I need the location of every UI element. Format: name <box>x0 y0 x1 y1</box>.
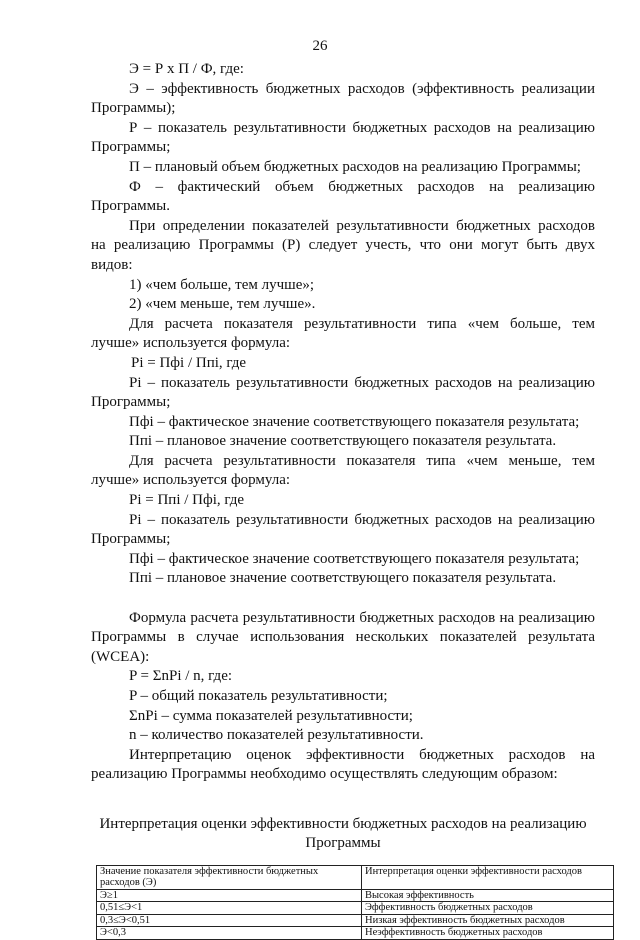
table-header-cell: Интерпретация оценки эффективности расходов <box>362 865 614 889</box>
spacer <box>91 785 595 805</box>
paragraph: Интерпретацию оценок эффективности бюджетных расходов на реализацию Программы необходимо осуществлять следующим образом: <box>91 746 595 783</box>
spacer <box>91 589 595 609</box>
paragraph: Ппi – плановое значение соответствующего показателя результата. <box>129 433 557 450</box>
paragraph: При определении показателей результативности бюджетных расходов на реализацию Программы (Р) следует учесть, что они могут быть двух видов: <box>91 217 595 273</box>
table-row <box>97 927 614 940</box>
table-title: Интерпретация оценки эффективности бюджетных расходов на реализацию Программы <box>99 815 587 851</box>
paragraph: 2) «чем меньше, тем лучше». <box>129 296 316 313</box>
table-header-row <box>97 865 614 889</box>
paragraph: Для расчета результативности показателя типа «чем меньше, тем лучше» используется формула: <box>91 452 595 489</box>
paragraph: Ппi – плановое значение соответствующего показателя результата. <box>129 570 557 587</box>
paragraph: Р – показатель результативности бюджетных расходов на реализацию Программы; <box>91 119 595 156</box>
paragraph: Pi – показатель результативности бюджетных расходов на реализацию Программы; <box>91 511 595 548</box>
table-cell: Высокая эффективность <box>362 889 614 902</box>
interpretation-table <box>96 865 614 940</box>
table-cell: Э≥1 <box>97 889 362 902</box>
paragraph: ΣnPi – сумма показателей результативности; <box>129 707 413 724</box>
paragraph: Э – эффективность бюджетных расходов (эффективность реализации Программы); <box>91 80 595 117</box>
paragraph: Pi – показатель результативности бюджетных расходов на реализацию Программы; <box>91 374 595 411</box>
paragraph: P = ΣnPi / n, где: <box>129 668 233 685</box>
paragraph: П – плановый объем бюджетных расходов на реализацию Программы; <box>129 158 581 175</box>
paragraph: Pi = Ппi / Пфi, где <box>129 492 245 509</box>
table-cell: 0,3≤Э<0,51 <box>97 914 362 927</box>
paragraph: 1) «чем больше, тем лучше»; <box>129 276 315 293</box>
table-row <box>97 902 614 915</box>
paragraph: P – общий показатель результативности; <box>129 688 388 704</box>
paragraph: Э = Р х П / Ф, где: <box>129 61 244 77</box>
paragraphs-top <box>91 60 595 589</box>
table-cell: Неэффективность бюджетных расходов <box>362 927 614 940</box>
spacer <box>91 805 595 815</box>
paragraph: Pi = Пфi / Ппi, где <box>131 354 247 371</box>
document-body <box>91 60 595 940</box>
paragraph: Для расчета показателя результативности типа «чем больше, тем лучше» используется формула: <box>91 315 595 352</box>
paragraph: Пфi – фактическое значение соответствующего показателя результата; <box>129 413 580 430</box>
table-cell: 0,51≤Э<1 <box>97 902 362 915</box>
table-cell: Э<0,3 <box>97 927 362 940</box>
table-row <box>97 914 614 927</box>
table-cell: Низкая эффективность бюджетных расходов <box>362 914 614 927</box>
page-number: 26 <box>312 38 328 54</box>
paragraph: Формула расчета результативности бюджетных расходов на реализацию Программы в случае использования нескольких показателей результата (WCEA): <box>91 609 595 665</box>
paragraph: n – количество показателей результативности. <box>129 727 424 744</box>
table-row <box>97 889 614 902</box>
paragraph: Пфi – фактическое значение соответствующего показателя результата; <box>129 550 580 567</box>
paragraph: Ф – фактический объем бюджетных расходов на реализацию Программы. <box>91 178 595 215</box>
table-header-cell: Значение показателя эффективности бюджетных расходов (Э) <box>97 865 362 889</box>
paragraphs-bottom <box>91 609 595 785</box>
table-cell: Эффективность бюджетных расходов <box>362 902 614 915</box>
